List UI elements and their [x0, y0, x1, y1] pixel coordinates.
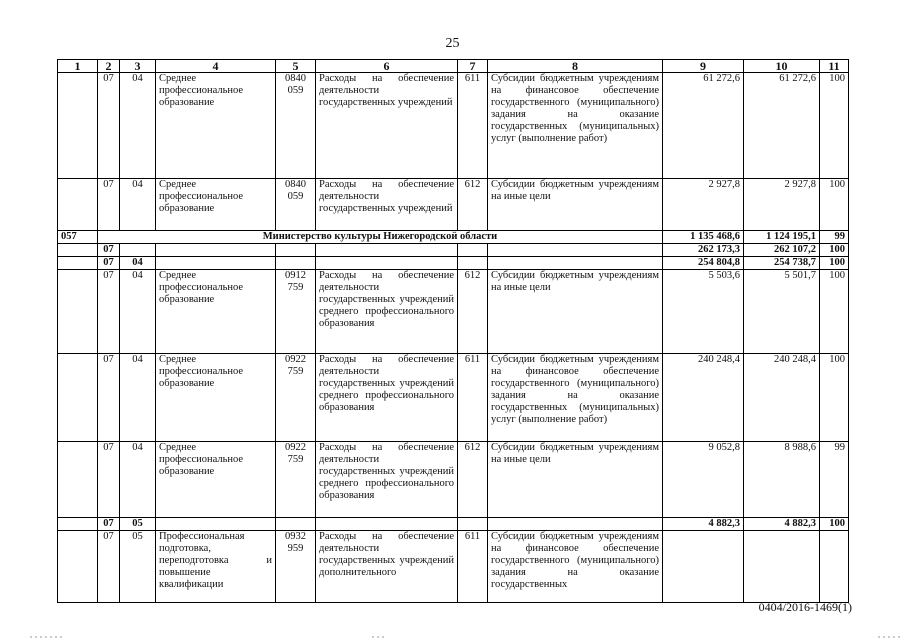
cell-c5 — [276, 518, 316, 531]
percent-executed: 100 — [820, 179, 849, 231]
expense-type-code: 611 — [458, 354, 488, 442]
column-header-6: 6 — [316, 60, 458, 73]
cell-c1 — [58, 257, 98, 270]
subsection-code: 04 — [120, 257, 156, 270]
target-article-code: 0840 059 — [276, 179, 316, 231]
amount-actual: 8 988,6 — [744, 442, 820, 518]
table-row — [58, 73, 849, 179]
expense-type-code: 612 — [458, 270, 488, 354]
ministry-row — [58, 231, 849, 244]
budget-table — [57, 59, 849, 603]
subsection-code: 05 — [120, 531, 156, 603]
percent-executed: 99 — [820, 442, 849, 518]
table-row — [58, 270, 849, 354]
amount-actual: 240 248,4 — [744, 354, 820, 442]
target-article-code: 0922 759 — [276, 442, 316, 518]
percent-executed: 100 — [820, 354, 849, 442]
section-code: 07 — [98, 73, 120, 179]
amount-actual — [744, 531, 820, 603]
subsection-name: Среднее профессиональное образование — [156, 442, 276, 518]
amount-planned: 2 927,8 — [663, 179, 744, 231]
section-code: 07 — [98, 257, 120, 270]
table-row — [58, 179, 849, 231]
amount-actual: 262 107,2 — [744, 244, 820, 257]
subsection-name: Среднее профессиональное образование — [156, 270, 276, 354]
document-code: 0404/2016-1469(1) — [758, 600, 852, 614]
cell-c6 — [316, 244, 458, 257]
column-header-3: 3 — [120, 60, 156, 73]
subsection-code: 04 — [120, 73, 156, 179]
percent-executed: 100 — [820, 244, 849, 257]
expense-type-name: Субсидии бюджетным учреждениям на иные цели — [488, 270, 663, 354]
amount-planned: 9 052,8 — [663, 442, 744, 518]
cell-c8 — [488, 518, 663, 531]
column-header-4: 4 — [156, 60, 276, 73]
percent-executed — [820, 531, 849, 603]
subsection-code: 04 — [120, 270, 156, 354]
percent-executed: 100 — [820, 73, 849, 179]
expense-type-name: Субсидии бюджетным учреждениям на финансовое обеспечение государственного (муниципального) задания на оказание государственных (муниципальных) услуг (выполнение работ) — [488, 354, 663, 442]
section-total-row — [58, 257, 849, 270]
amount-planned — [663, 531, 744, 603]
cell-c1 — [58, 518, 98, 531]
expense-type-code: 612 — [458, 179, 488, 231]
expense-type-code: 611 — [458, 531, 488, 603]
cell-c1 — [58, 354, 98, 442]
subsection-code: 04 — [120, 354, 156, 442]
amount-planned: 1 135 468,6 — [663, 231, 744, 244]
cell-c1 — [58, 442, 98, 518]
column-header-2: 2 — [98, 60, 120, 73]
cell-c5 — [276, 257, 316, 270]
subsection-code: 05 — [120, 518, 156, 531]
expense-type-code: 612 — [458, 442, 488, 518]
cell-c6 — [316, 518, 458, 531]
target-article-code: 0932 959 — [276, 531, 316, 603]
cell-c7 — [458, 518, 488, 531]
amount-planned: 5 503,6 — [663, 270, 744, 354]
amount-planned: 262 173,3 — [663, 244, 744, 257]
expense-type-name: Субсидии бюджетным учреждениям на иные цели — [488, 442, 663, 518]
target-article-code: 0912 759 — [276, 270, 316, 354]
ministry-code: 057 — [58, 231, 98, 244]
cell-c5 — [276, 244, 316, 257]
cell-c7 — [458, 257, 488, 270]
column-header-5: 5 — [276, 60, 316, 73]
page-number: 25 — [445, 36, 460, 51]
column-header-8: 8 — [488, 60, 663, 73]
cell-c1 — [58, 244, 98, 257]
cell-c4 — [156, 518, 276, 531]
expense-type-name: Субсидии бюджетным учреждениям на финансовое обеспечение государственного (муниципального) задания на оказание государственных — [488, 531, 663, 603]
column-header-1: 1 — [58, 60, 98, 73]
percent-executed: 100 — [820, 270, 849, 354]
header-row — [58, 60, 849, 73]
cell-c1 — [58, 531, 98, 603]
column-header-11: 11 — [820, 60, 849, 73]
section-code: 07 — [98, 518, 120, 531]
cell-c7 — [458, 244, 488, 257]
table-row — [58, 442, 849, 518]
amount-planned: 4 882,3 — [663, 518, 744, 531]
amount-planned: 61 272,6 — [663, 73, 744, 179]
ministry-name: Министерство культуры Нижегородской области — [98, 231, 663, 244]
target-article-code: 0922 759 — [276, 354, 316, 442]
subsection-name: Среднее профессиональное образование — [156, 179, 276, 231]
column-header-9: 9 — [663, 60, 744, 73]
section-code: 07 — [98, 531, 120, 603]
expense-type-name: Субсидии бюджетным учреждениям на финансовое обеспечение государственного (муниципального) задания на оказание государственных (муниципальных) услуг (выполнение работ) — [488, 73, 663, 179]
target-article-code: 0840 059 — [276, 73, 316, 179]
cell-c8 — [488, 257, 663, 270]
subsection-name: Среднее профессиональное образование — [156, 354, 276, 442]
column-header-7: 7 — [458, 60, 488, 73]
section-total-row — [58, 518, 849, 531]
amount-planned: 240 248,4 — [663, 354, 744, 442]
column-header-10: 10 — [744, 60, 820, 73]
amount-actual: 254 738,7 — [744, 257, 820, 270]
section-code: 07 — [98, 179, 120, 231]
target-article-name: Расходы на обеспечение деятельности государственных учреждений — [316, 73, 458, 179]
amount-planned: 254 804,8 — [663, 257, 744, 270]
cell-c8 — [488, 244, 663, 257]
subsection-code: 04 — [120, 442, 156, 518]
cell-c1 — [58, 270, 98, 354]
amount-actual: 1 124 195,1 — [744, 231, 820, 244]
table-row — [58, 531, 849, 603]
table-row — [58, 354, 849, 442]
expense-type-code: 611 — [458, 73, 488, 179]
section-code: 07 — [98, 442, 120, 518]
section-code: 07 — [98, 270, 120, 354]
table-body — [58, 73, 849, 603]
subsection-code: 04 — [120, 179, 156, 231]
cell-c4 — [156, 244, 276, 257]
target-article-name: Расходы на обеспечение деятельности государственных учреждений среднего профессионального образования — [316, 442, 458, 518]
target-article-name: Расходы на обеспечение деятельности государственных учреждений среднего профессионального образования — [316, 354, 458, 442]
section-code: 07 — [98, 244, 120, 257]
cell-c1 — [58, 179, 98, 231]
cell-c4 — [156, 257, 276, 270]
subsection-name: Среднее профессиональное образование — [156, 73, 276, 179]
section-code: 07 — [98, 354, 120, 442]
subsection-code — [120, 244, 156, 257]
amount-actual: 61 272,6 — [744, 73, 820, 179]
percent-executed: 99 — [820, 231, 849, 244]
scan-artifact — [0, 632, 905, 640]
section-total-row — [58, 244, 849, 257]
subsection-name: Профессиональная подготовка, переподготовка и повышение квалификации — [156, 531, 276, 603]
percent-executed: 100 — [820, 518, 849, 531]
target-article-name: Расходы на обеспечение деятельности государственных учреждений дополнительного — [316, 531, 458, 603]
cell-c1 — [58, 73, 98, 179]
amount-actual: 5 501,7 — [744, 270, 820, 354]
expense-type-name: Субсидии бюджетным учреждениям на иные цели — [488, 179, 663, 231]
target-article-name: Расходы на обеспечение деятельности государственных учреждений — [316, 179, 458, 231]
cell-c6 — [316, 257, 458, 270]
target-article-name: Расходы на обеспечение деятельности государственных учреждений среднего профессионального образования — [316, 270, 458, 354]
amount-actual: 2 927,8 — [744, 179, 820, 231]
amount-actual: 4 882,3 — [744, 518, 820, 531]
percent-executed: 100 — [820, 257, 849, 270]
